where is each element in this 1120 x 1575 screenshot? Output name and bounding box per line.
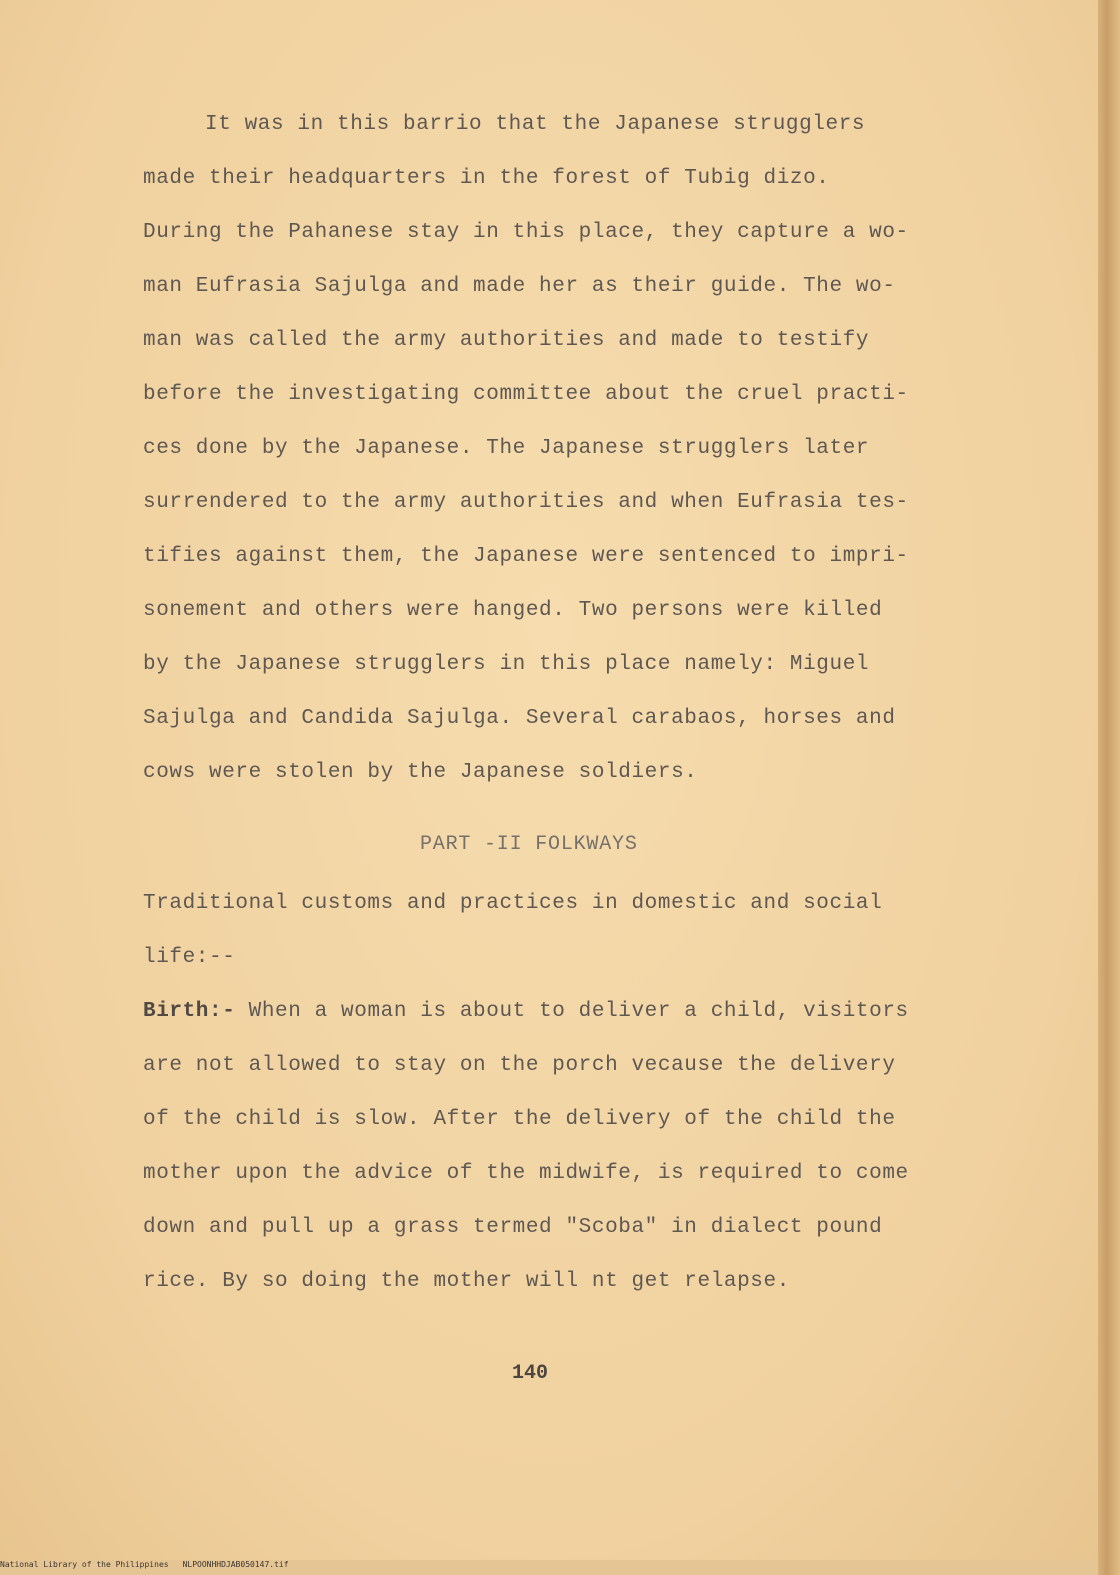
text-line: life:--	[143, 946, 236, 969]
birth-text: When a woman is about to deliver a child, visitors	[235, 1000, 909, 1023]
text-line: cows were stolen by the Japanese soldiers.	[143, 761, 698, 784]
footer-file: NLPOONHHDJAB050147.tif	[182, 1560, 289, 1569]
text-line: of the child is slow. After the delivery of the child the	[143, 1108, 896, 1131]
text-line: surrendered to the army authorities and when Eufrasia tes-	[143, 491, 909, 514]
page-number: 140	[512, 1362, 549, 1385]
text-line: sonement and others were hanged. Two persons were killed	[143, 599, 883, 622]
text-line: man Eufrasia Sajulga and made her as their guide. The wo-	[143, 275, 896, 298]
text-line: Sajulga and Candida Sajulga. Several carabaos, horses and	[143, 707, 896, 730]
birth-first-line	[143, 1000, 909, 1023]
text-line: mother upon the advice of the midwife, is required to come	[143, 1162, 909, 1185]
text-line: ces done by the Japanese. The Japanese strugglers later	[143, 437, 870, 460]
text-line: man was called the army authorities and made to testify	[143, 329, 870, 352]
text-line: by the Japanese strugglers in this place namely: Miguel	[143, 653, 870, 676]
scan-footer	[0, 1560, 289, 1569]
text-line: During the Pahanese stay in this place, they capture a wo-	[143, 221, 909, 244]
text-line: Traditional customs and practices in domestic and social	[143, 892, 883, 915]
section-heading: PART -II FOLKWAYS	[420, 833, 638, 856]
text-line: before the investigating committee about the cruel practi-	[143, 383, 909, 406]
text-line: made their headquarters in the forest of Tubig dizo.	[143, 167, 830, 190]
text-line: rice. By so doing the mother will nt get relapse.	[143, 1270, 790, 1293]
birth-label: Birth:-	[143, 1000, 236, 1023]
text-line: tifies against them, the Japanese were sentenced to impri-	[143, 545, 909, 568]
page-edge	[1098, 0, 1120, 1575]
text-line: It was in this barrio that the Japanese strugglers	[205, 113, 866, 136]
text-line: down and pull up a grass termed "Scoba" in dialect pound	[143, 1216, 883, 1239]
text-line: are not allowed to stay on the porch vecause the delivery	[143, 1054, 896, 1077]
footer-library: National Library of the Philippines	[0, 1560, 169, 1569]
